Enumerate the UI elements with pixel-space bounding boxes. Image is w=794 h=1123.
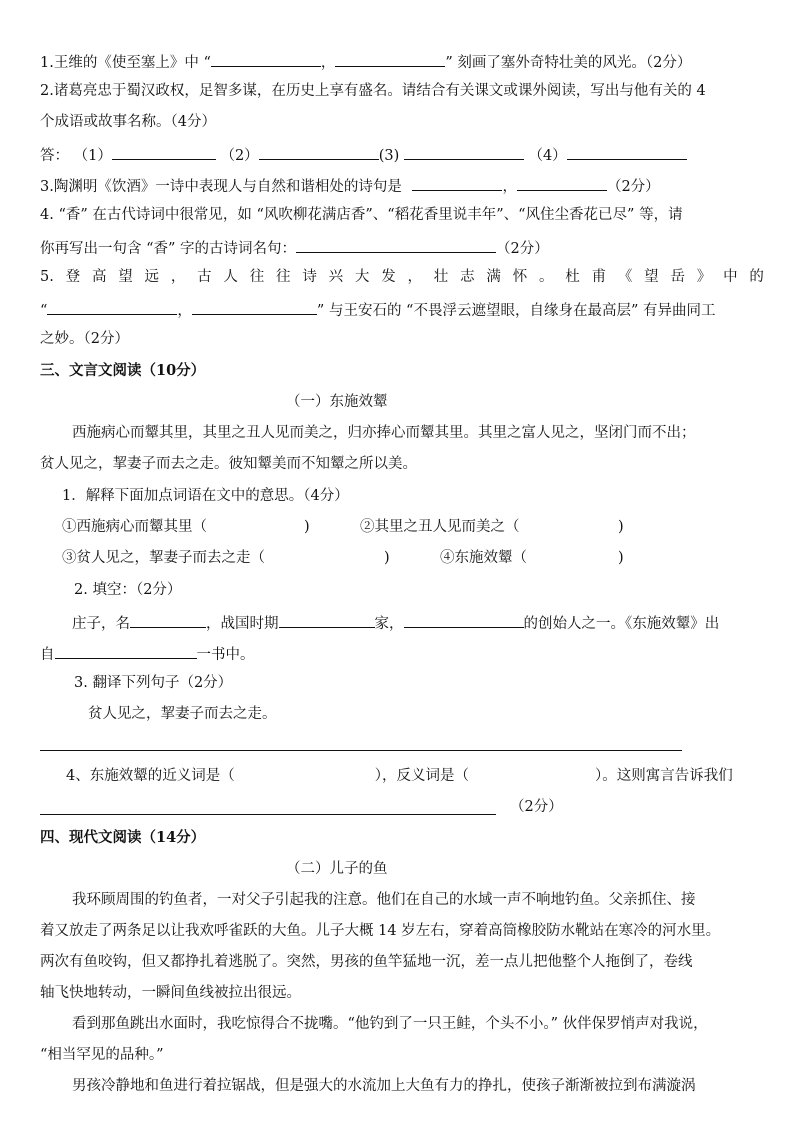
question-heading: 1．解释下面加点词语在文中的意思。（4分） <box>62 488 349 504</box>
question-2-line1: 2.诸葛亮忠于蜀汉政权，足智多谋，在历史上享有盛名。请结合有关课文或课外阅读，写出与他有关的 4 <box>40 83 706 99</box>
q1-text: 1.王维的《使至塞上》中 “ <box>40 55 211 71</box>
answer-blank[interactable] <box>567 143 687 160</box>
fill-line <box>72 611 719 634</box>
answer-label: 答： （1） <box>40 148 112 164</box>
fill-text: 家， <box>374 616 404 632</box>
q4-text: ）。这则寓言告诉我们 <box>594 768 733 784</box>
section-heading-modern: 四、现代文阅读（14分） <box>40 829 206 846</box>
translate-sentence: 贫人见之，挈妻子而去之走。 <box>88 706 277 722</box>
fill-text: 一书中。 <box>196 647 255 663</box>
question-5-line3: 之妙。（2分） <box>40 331 129 347</box>
q5-char: 》 <box>696 269 712 285</box>
score-label: （2分） <box>510 799 563 815</box>
answer-blank[interactable] <box>192 298 317 315</box>
q5-char: 志 <box>460 269 475 285</box>
word-item-text: ③贫人见之，挈妻子而去之走（ <box>62 550 265 566</box>
q5-char: 中 <box>723 269 738 285</box>
question-heading: 3. 翻译下列句子（2分） <box>74 675 233 691</box>
passage-line: 两次有鱼咬钩，但又都挣扎着逃脱了。突然，男孩的鱼竿猛地一沉，差一点儿把他整个人拖倒了，卷线 <box>40 954 693 970</box>
word-item-text: ②其里之丑人见而美之（ <box>360 519 520 535</box>
q5-char: 怀 <box>512 269 528 285</box>
q5-char: 《 <box>617 269 633 285</box>
passage-paragraph: 西施病心而颦其里，其里之丑人见而美之，归亦捧心而颦其里。其里之富人见之，坚闭门而不出； <box>72 425 696 441</box>
q1-comma: ， <box>320 55 336 71</box>
q3-comma: ， <box>502 179 517 195</box>
q4-score: （2分） <box>496 241 549 257</box>
q5-char: 的 <box>749 269 764 285</box>
q4-text: 你再写出一句含 “香” 字的古诗词名句： <box>40 241 297 257</box>
passage-line: 我环顾周围的钓鱼者，一对父子引起我的注意。他们在自己的水域一声不响地钓鱼。父亲抓住、接 <box>72 892 696 908</box>
q5-char: 诗 <box>302 269 317 285</box>
q1-tail: ” 刻画了塞外奇特壮美的风光。（2分） <box>445 55 692 71</box>
q5-char: 兴 <box>328 269 344 285</box>
q3-score: （2分） <box>606 179 660 195</box>
question-heading: 2. 填空：（2分） <box>74 582 182 598</box>
fill-text: 的创始人之一。《东施效颦》出 <box>523 616 720 632</box>
q5-char: 望 <box>118 269 133 285</box>
q5-char: 望 <box>644 269 659 285</box>
q5-char: 往 <box>276 269 291 285</box>
passage-title-son-fish: （二）儿子的鱼 <box>286 861 388 877</box>
fill-text: ，战国时期 <box>206 616 279 632</box>
q5-char: 发 <box>381 269 396 285</box>
q5-char: 5. <box>40 269 54 285</box>
synonym-question <box>66 766 733 786</box>
q5-char: 。 <box>538 269 554 285</box>
section-heading-classical: 三、文言文阅读（10分） <box>40 362 206 379</box>
answer-blank[interactable] <box>279 611 375 628</box>
answer-blank[interactable] <box>130 611 206 628</box>
q5-quote: “ <box>40 303 48 319</box>
answer-blank[interactable] <box>335 50 445 67</box>
q5-char: 高 <box>91 269 107 285</box>
question-3 <box>40 174 660 197</box>
q5-char: 甫 <box>591 269 607 285</box>
answer-blank[interactable] <box>404 611 524 628</box>
answer-line[interactable] <box>40 750 682 751</box>
answer-blank[interactable] <box>112 143 216 160</box>
q5-char: ， <box>170 269 186 285</box>
q5-tail: ” 与王安石的 “不畏浮云遮望眼，自缘身在最高层” 有异曲同工 <box>316 303 716 319</box>
word-item <box>440 548 527 568</box>
question-1 <box>40 50 691 73</box>
answer-label: (3) <box>378 148 400 164</box>
answer-blank[interactable] <box>259 143 379 160</box>
q5-char: 岳 <box>670 269 685 285</box>
passage-line: 男孩冷静地和鱼进行着拉锯战，但是强大的水流加上大鱼有力的挣扎，使孩子渐渐被拉到布满漩涡 <box>72 1078 696 1094</box>
question-2-answer <box>40 143 687 166</box>
word-item-text: ①西施病心而颦其里（ <box>62 519 207 535</box>
question-4-line2 <box>40 236 549 259</box>
word-item-text: ④东施效颦（ <box>440 550 527 566</box>
fill-text: 自 <box>40 647 55 663</box>
q5-char: 大 <box>354 269 370 285</box>
question-4-line1: 4. “香” 在古代诗词中很常见，如 “风吹柳花满店香”、“稻花香里说丰年”、“风住尘香花已尽” 等，请 <box>40 207 683 223</box>
answer-label: （4） <box>528 148 567 164</box>
q4-text: 4、东施效颦的近义词是（ <box>66 768 235 784</box>
passage-line: 轴飞快地转动，一瞬间鱼线被拉出很远。 <box>40 985 301 1001</box>
passage-title-dongshi: （一）东施效颦 <box>286 394 388 410</box>
passage-line: “相当罕见的品种。” <box>40 1047 164 1063</box>
fill-text: 庄子，名 <box>72 616 130 632</box>
q5-char: 壮 <box>433 269 449 285</box>
fill-line <box>40 642 255 665</box>
answer-blank[interactable] <box>296 236 496 253</box>
answer-blank[interactable] <box>55 642 197 659</box>
answer-line[interactable] <box>40 814 496 815</box>
word-item <box>62 548 265 568</box>
q5-char: 远 <box>144 269 160 285</box>
answer-blank[interactable] <box>211 50 321 67</box>
answer-blank[interactable] <box>412 174 502 191</box>
answer-paren[interactable]: ) <box>618 550 624 566</box>
q5-char: 古 <box>197 269 212 285</box>
answer-paren[interactable]: ) <box>304 519 310 535</box>
answer-paren[interactable]: ) <box>618 519 624 535</box>
q5-char: 满 <box>486 269 501 285</box>
question-2-line2: 个成语或故事名称。（4分） <box>40 114 216 130</box>
question-5-line2 <box>40 298 716 321</box>
answer-blank[interactable] <box>47 298 177 315</box>
passage-line: 看到那鱼跳出水面时，我吃惊得合不拢嘴。“他钓到了一只王鲑，个头不小。” 伙伴保罗悄声对我说， <box>72 1016 708 1032</box>
answer-paren[interactable]: ) <box>384 550 390 566</box>
q5-comma: ， <box>177 303 192 319</box>
passage-paragraph: 贫人见之，挈妻子而去之走。彼知颦美而不知颦之所以美。 <box>40 456 417 472</box>
q3-text: 3.陶渊明《饮酒》一诗中表现人与自然和谐相处的诗句是 <box>40 179 402 195</box>
q5-char: ， <box>407 269 422 285</box>
answer-label: （2） <box>220 148 259 164</box>
q5-char: 杜 <box>565 269 580 285</box>
word-item <box>360 517 520 537</box>
answer-blank[interactable] <box>517 174 607 191</box>
q5-char: 人 <box>223 269 238 285</box>
question-5-line1 <box>40 267 764 287</box>
word-item <box>62 517 207 537</box>
q5-char: 往 <box>249 269 265 285</box>
q5-char: 登 <box>65 269 81 285</box>
answer-blank[interactable] <box>404 143 524 160</box>
passage-line: 着又放走了两条足以让我欢呼雀跃的大鱼。儿子大概 14 岁左右，穿着高筒橡胶防水靴站在寒冷的河水里。 <box>40 923 721 939</box>
q4-text: ），反义词是（ <box>374 768 469 784</box>
